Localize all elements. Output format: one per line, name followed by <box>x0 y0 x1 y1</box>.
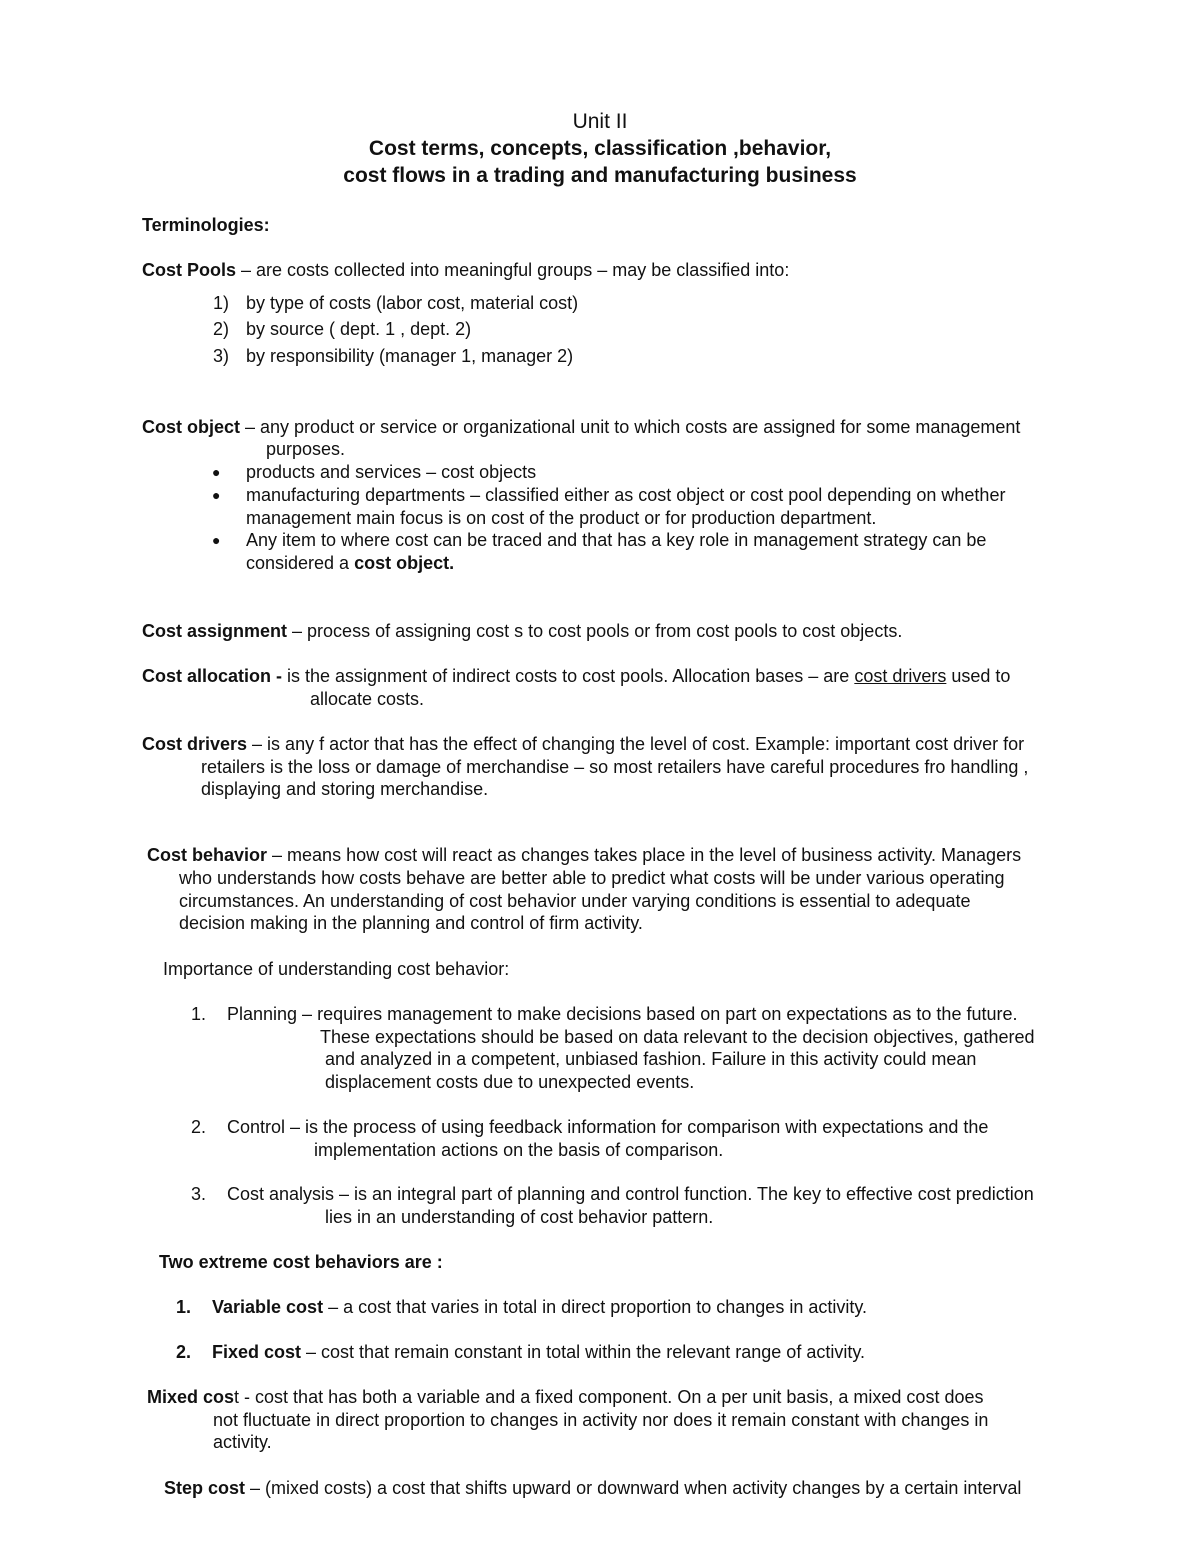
cost-allocation-cont: allocate costs. <box>310 689 425 709</box>
cost-pools-paragraph <box>142 259 789 282</box>
list-item: Cost analysis – is an integral part of planning and control function. The key to effective cost prediction <box>227 1184 1034 1204</box>
list-item: by responsibility (manager 1, manager 2) <box>246 346 574 366</box>
list-item: by source ( dept. 1 , dept. 2) <box>246 319 472 339</box>
mixed-cost-term-tail: t <box>234 1387 240 1407</box>
cost-object-paragraph <box>142 416 1020 439</box>
list-item-num: 1) <box>213 293 230 313</box>
list-item-cont-text: considered a <box>246 553 355 573</box>
list-item: manufacturing departments – classified either as cost object or cost pool depending on whether <box>246 485 1006 505</box>
list-item-num: 3) <box>213 346 230 366</box>
list-item-cont: management main focus is on cost of the product or for production department. <box>246 508 877 528</box>
fixed-cost-item <box>212 1341 865 1364</box>
list-item: Planning – requires management to make decisions based on part on expectations as to the future. <box>227 1004 1018 1024</box>
cost-behavior-term: Cost behavior <box>147 845 268 865</box>
page-title-line2: cost flows in a trading and manufacturing business <box>343 164 857 187</box>
importance-heading: Importance of understanding cost behavior: <box>163 959 510 979</box>
step-cost-definition: – (mixed costs) a cost that shifts upward or downward when activity changes by a certain interval <box>245 1478 1022 1498</box>
cost-allocation-paragraph <box>142 665 1010 688</box>
cost-assignment-paragraph <box>142 620 902 643</box>
list-item: Any item to where cost can be traced and that has a key role in management strategy can be <box>246 530 987 550</box>
list-item-num: 1. <box>191 1004 207 1024</box>
list-item-cont: lies in an understanding of cost behavior pattern. <box>325 1207 714 1227</box>
cost-pools-definition: – are costs collected into meaningful groups – may be classified into: <box>236 260 790 280</box>
list-item-num: 2. <box>191 1117 207 1137</box>
cost-allocation-term: Cost allocation - <box>142 666 283 686</box>
list-item-num: 2. <box>176 1342 192 1362</box>
cost-behavior-paragraph <box>147 844 1021 867</box>
cost-allocation-definition: is the assignment of indirect costs to cost pools. Allocation bases – are <box>282 666 855 686</box>
bullet-icon: ● <box>212 532 221 548</box>
bullet-icon: ● <box>212 487 221 503</box>
cost-drivers-line2: retailers is the loss or damage of merchandise – so most retailers have careful procedures fro handling , <box>201 757 1029 777</box>
cost-object-definition-cont: purposes. <box>266 439 346 459</box>
list-item-cont: and analyzed in a competent, unbiased fashion. Failure in this activity could mean <box>325 1049 977 1069</box>
cost-drivers-paragraph <box>142 733 1024 756</box>
cost-behavior-definition: – means how cost will react as changes takes place in the level of business activity. Managers <box>267 845 1022 865</box>
terminologies-heading: Terminologies: <box>142 215 270 235</box>
variable-cost-definition: – a cost that varies in total in direct proportion to changes in activity. <box>323 1297 868 1317</box>
mixed-cost-term: Mixed cos <box>147 1387 235 1407</box>
unit-title: Unit II <box>572 110 628 133</box>
list-item-cont: implementation actions on the basis of comparison. <box>314 1140 724 1160</box>
list-item-cont: displacement costs due to unexpected events. <box>325 1072 695 1092</box>
cost-behavior-line3: circumstances. An understanding of cost behavior under varying conditions is essential to adequate <box>179 891 971 911</box>
cost-assignment-definition: – process of assigning cost s to cost pools or from cost pools to cost objects. <box>287 621 903 641</box>
cost-behavior-line4: decision making in the planning and control of firm activity. <box>179 913 643 933</box>
step-cost-paragraph <box>164 1477 1021 1500</box>
list-item: products and services – cost objects <box>246 462 537 482</box>
cost-object-definition: – any product or service or organizational unit to which costs are assigned for some management <box>240 417 1021 437</box>
list-item: by type of costs (labor cost, material cost) <box>246 293 579 313</box>
list-item-num: 1. <box>176 1297 192 1317</box>
cost-object-term: Cost object <box>142 417 241 437</box>
extreme-heading: Two extreme cost behaviors are : <box>159 1252 443 1272</box>
mixed-cost-definition: - cost that has both a variable and a fixed component. On a per unit basis, a mixed cost does <box>239 1387 984 1407</box>
page-title-line1: Cost terms, concepts, classification ,behavior, <box>368 137 832 160</box>
list-item-cont <box>246 552 454 575</box>
cost-drivers-definition: – is any f actor that has the effect of changing the level of cost. Example: important cost driver for <box>247 734 1025 754</box>
bullet-icon: ● <box>212 464 221 480</box>
list-item-num: 2) <box>213 319 230 339</box>
mixed-cost-line3: activity. <box>213 1432 272 1452</box>
mixed-cost-paragraph <box>147 1386 983 1409</box>
cost-allocation-definition-end: used to <box>946 666 1011 686</box>
cost-behavior-line2: who understands how costs behave are better able to predict what costs will be under various operating <box>179 868 1005 888</box>
cost-pools-term: Cost Pools <box>142 260 237 280</box>
cost-drivers-line3: displaying and storing merchandise. <box>201 779 489 799</box>
step-cost-term: Step cost <box>164 1478 246 1498</box>
variable-cost-term: Variable cost <box>212 1297 324 1317</box>
mixed-cost-line2: not fluctuate in direct proportion to changes in activity nor does it remain constant with changes in <box>213 1410 989 1430</box>
list-item: Control – is the process of using feedback information for comparison with expectations and the <box>227 1117 989 1137</box>
list-item-cont: These expectations should be based on data relevant to the decision objectives, gathered <box>320 1027 1035 1047</box>
list-item-num: 3. <box>191 1184 207 1204</box>
cost-assignment-term: Cost assignment <box>142 621 288 641</box>
fixed-cost-term: Fixed cost <box>212 1342 302 1362</box>
variable-cost-item <box>212 1296 867 1319</box>
cost-drivers-term: Cost drivers <box>142 734 248 754</box>
cost-object-bold: cost object. <box>354 553 455 573</box>
cost-drivers-link: cost drivers <box>854 666 947 686</box>
fixed-cost-definition: – cost that remain constant in total within the relevant range of activity. <box>301 1342 865 1362</box>
